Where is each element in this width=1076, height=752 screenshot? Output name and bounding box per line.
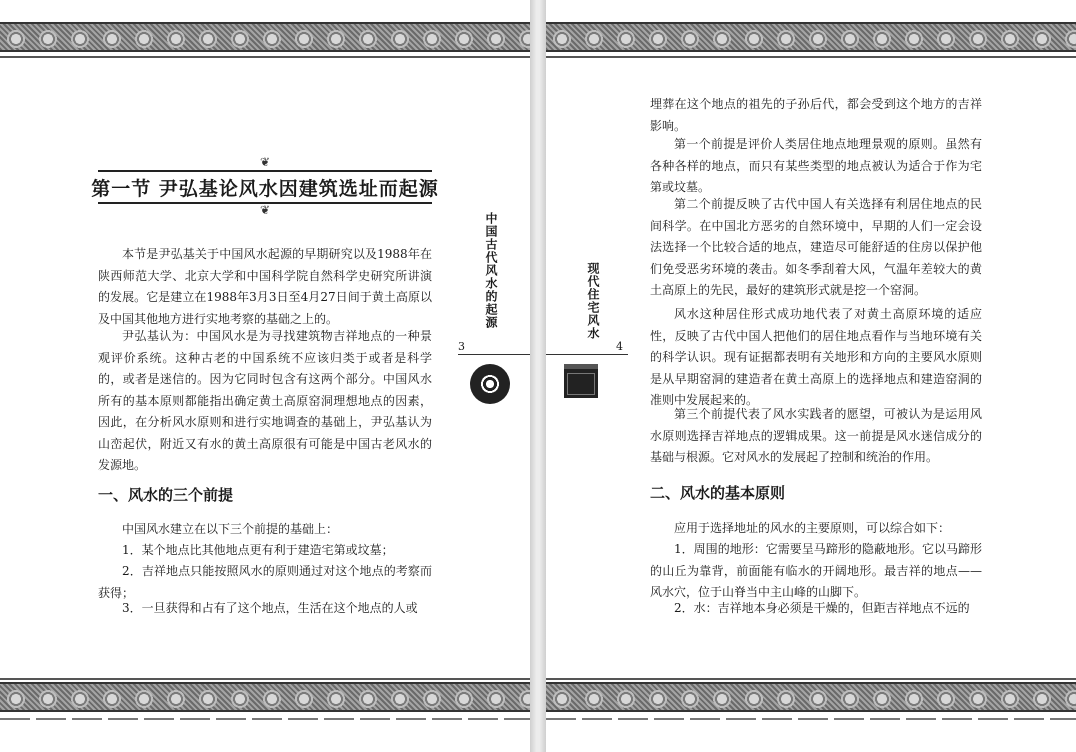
third-premise-paragraph: 第三个前提代表了风水实践者的愿望，可被认为是运用风水原则选择吉祥地点的逻辑成果。这一前提是风水迷信成分的基础与根源。它对风水的发展起了控制和统治的作用。 [650, 407, 982, 464]
page-number: 4 [616, 340, 623, 353]
running-title-vertical: 现代住宅风水 [586, 262, 600, 340]
principles-intro: 应用于选择地址的风水的主要原则，可以综合如下： [674, 521, 951, 535]
title-top-ornament: ❦ [259, 155, 271, 169]
section-title: 第一节 尹弘基论风水因建筑选址而起源 [98, 170, 432, 204]
body-paragraph: 尹弘基认为：中国风水是为寻找建筑物吉祥地点的一种景观评价系统。这种古老的中国系统不应该归类于或者是科学的，或者是迷信的。因为它同时包含有这两个部分。中国风水所有的基本原则都能指出确定黄土高原窑洞理想地点的因素，因此，在分析风水原则和进行实地调查的基础上，尹弘基认为山峦起伏，附近又有水的黄土高原很有可能是中国古老风水的发源地。 [98, 329, 432, 472]
running-title-vertical: 中国古代风水的起源 [484, 212, 498, 329]
page-number: 3 [458, 340, 465, 353]
principle-item-2: 2．水：吉祥地本身必须是干燥的，但距吉祥地点不远的 [674, 601, 970, 615]
premise-item-1: 1．某个地点比其他地点更有利于建造宅第或坟墓； [122, 543, 394, 557]
continued-paragraph: 埋葬在这个地点的祖先的子孙后代，都会受到这个地方的吉祥影响。 [650, 97, 982, 133]
bottom-dashed-line [546, 718, 1076, 720]
page-gutter [530, 0, 546, 752]
left-page [0, 0, 530, 752]
top-ornamental-border [0, 22, 530, 52]
premise-intro: 中国风水建立在以下三个前提的基础上： [122, 522, 339, 536]
intro-paragraph: 本节是尹弘基关于中国风水起源的早期研究以及1988年在陕西师范大学、北京大学和中国科学院自然科学史研究所讲演的发展。它是建立在1988年3月3日至4月27日间于黄土高原以及中国其他地方进行实地考察的基础之上的。 [98, 247, 432, 326]
cabinet-emblem-icon [564, 364, 598, 398]
bottom-ornamental-border [0, 682, 530, 712]
top-ornamental-border [546, 22, 1076, 52]
top-rule [546, 56, 1076, 58]
bottom-ornamental-border [546, 682, 1076, 712]
medallion-emblem-icon [470, 364, 510, 404]
bottom-rule [0, 678, 530, 680]
margin-rule [458, 354, 530, 355]
premise-item-2: 2．吉祥地点只能按照风水的原则通过对这个地点的考察而获得； [98, 564, 432, 600]
heading-three-premises: 一、风水的三个前提 [98, 486, 234, 504]
premise-item-3: 3．一旦获得和占有了这个地点，生活在这个地点的人或 [122, 601, 418, 615]
second-premise-paragraph: 第二个前提反映了古代中国人有关选择有利居住地点的民间科学。在中国北方恶劣的自然环境中，早期的人们一定会设法选择一个比较合适的地点，建造尽可能舒适的住房以保护他们免受恶劣环境的袭击。如冬季刮着大风，气温年差较大的黄土高原上的先民，最好的建筑形式就是挖一个窑洞。 [650, 197, 982, 297]
heading-basic-principles: 二、风水的基本原则 [650, 484, 786, 502]
bottom-rule [546, 678, 1076, 680]
title-bottom-ornament: ❦ [259, 203, 271, 217]
cave-dwelling-paragraph: 风水这种居住形式成功地代表了对黄土高原环境的适应性，反映了古代中国人把他们的居住地点看作与当地环境有关的科学认识。现有证据都表明有关地形和方向的主要风水原则是从早期窑洞的建造者在黄土高原上的选择地点和建造窑洞的准则中发展起来的。 [650, 307, 982, 407]
top-rule [0, 56, 530, 58]
principle-item-1: 1．周围的地形：它需要呈马蹄形的隐蔽地形。它以马蹄形的山丘为靠背，前面能有临水的开阔地形。最吉祥的地点——风水穴，位于山脊当中主山峰的山脚下。 [650, 542, 982, 599]
bottom-dashed-line [0, 718, 530, 720]
right-page [546, 0, 1076, 752]
margin-rule [546, 354, 628, 355]
first-premise-paragraph: 第一个前提是评价人类居住地点地理景观的原则。虽然有各种各样的地点，而只有某些类型的地点被认为适合于作为宅第或坟墓。 [650, 137, 982, 194]
